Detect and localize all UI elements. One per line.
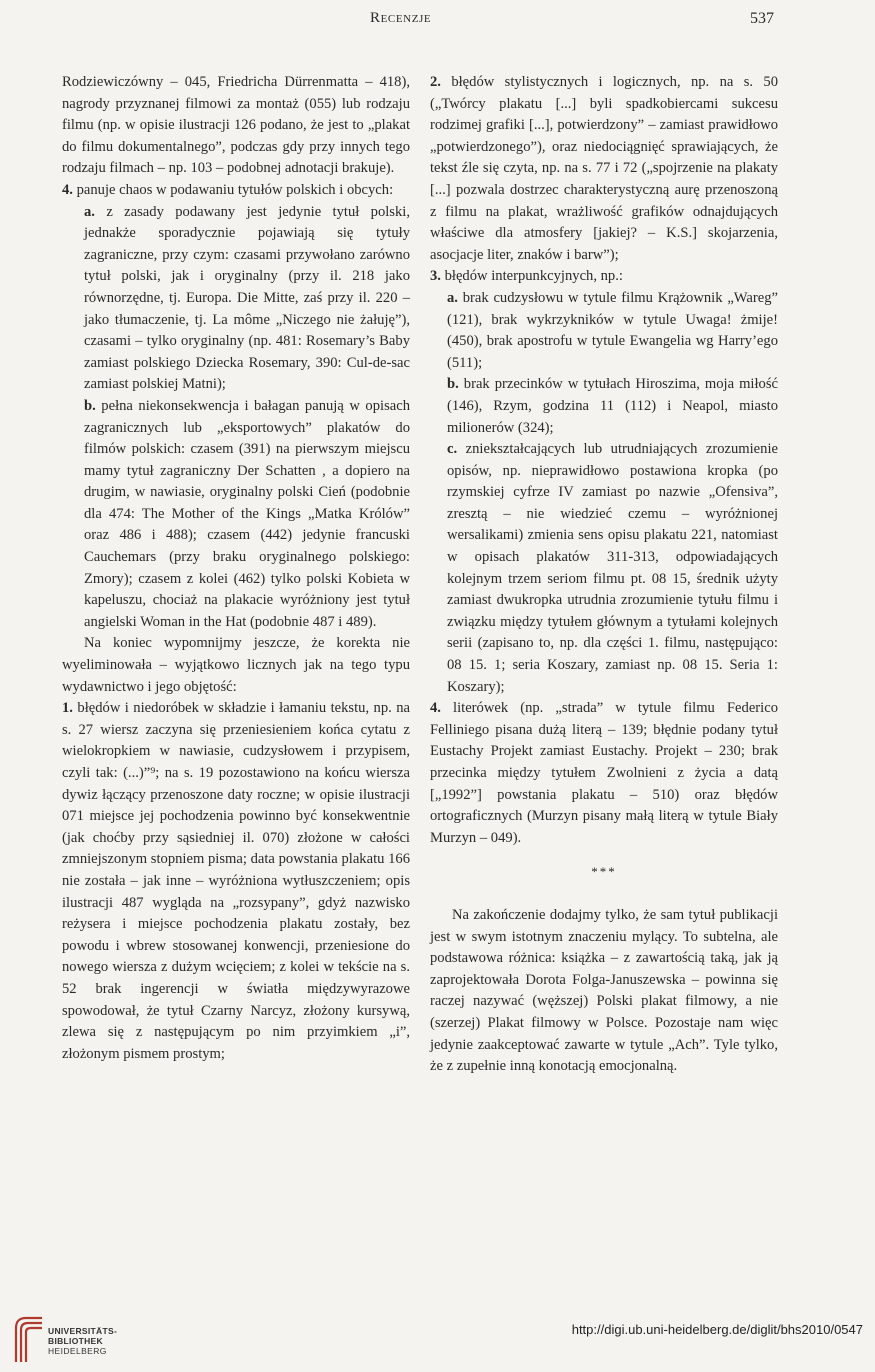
list-item-3: 3. błędów interpunkcyjnych, np.: xyxy=(430,268,623,285)
list-item-3b: b. brak przecinków w tytułach Hiroszima, moja miłość (146), Rzym, godzina 11 (112) i Neapol, miasto milionerów (324); xyxy=(447,376,778,436)
closing-paragraph: Na zakończenie dodajmy tylko, że sam tytuł publikacji jest w swym istotnym znaczeniu mylący. To subtelna, ale podstawowa różnica: książka – z zawartością taką, jak ją zaprojektowała Dorota Folga-Januszewska – powinna się raczej nazywać (węższej) Polski plakat filmowy, a nie (szerzej) Plakat filmowy w Polsce. Pozostaje nam więc jedynie zaakceptować zawarte w tytule „Ach”. Tyle tylko, że z zupełnie inną konotacją emocjonalną. xyxy=(430,906,778,1075)
running-header xyxy=(0,8,875,36)
library-name: UNIVERSITÄTS- BIBLIOTHEK HEIDELBERG xyxy=(48,1326,118,1356)
section-separator: *** xyxy=(591,864,617,880)
list-item-2: 2. błędów stylistycznych i logicznych, np. na s. 50 („Twórcy plakatu [...] byli spadkobiercami sukcesu rodzimej grafiki [...], potwierdzony” – zamiast prawidłowo „potwierdzonego”), oraz niedociągnięć sprawiających, że tekst źle się czyta, np. na s. 77 i 72 („spojrzenie na plakaty [...] pozwala dostrzec charakterystyczną aurę przenoszoną z filmu na plakat, wrażliwość grafików odnajdujących właściwe dla atmosfery [jakiej? – K.S.] skojarzenia, asocjacje liter, znaków i barw”); xyxy=(430,74,778,263)
list-item-4a: a. z zasady podawany jest jedynie tytuł polski, jednakże sporadycznie pojawiają się tytuły zagraniczne, przy czym: czasami przywołano zarówno tytuł polski, jak i oryginalny (przy il. 218 jako równorzędne, tj. Europa. Die Mitte, zaś przy il. 220 – jako tłumaczenie, tj. La môme „Niczego nie żałuję”), czasami – tylko oryginalny (np. 481: Rosemary’s Baby zamiast polskiego Dziecka Rosemary, 390: Cul-de-sac zamiast polskiej Matni); xyxy=(84,203,410,393)
list-item-1: 1. błędów i niedoróbek w składzie i łamaniu tekstu, np. na s. 27 wiersz zaczyna się przeniesieniem końca cytatu z wielokropkiem w nawiasie, cudzysłowem i przypisem, czyli tak: (...)”⁹; na s. 19 pozostawiono na końcu wiersza dywiz łączący przenoszone daty roczne; w opisie ilustracji 071 miejsce jej pochodzenia powinno być konsekwentnie (jak choćby przy sąsiedniej il. 070) złożone w całości zmniejszonym stopniem pisma; data powstania plakatu 166 nie została – jak inne – wyróżniona wytłuszczeniem; opis ilustracji 487 wygląda na „rozsypany”, gdyż nazwisko reżysera i miejsce pochodzenia plakatu zostały, bez powodu i wbrew stosowanej konwencji, przeniesione do nowego wiersza z dużym wcięciem; z kolei w tekście na s. 52 brak ingerencji w światła międzywyrazowe spowodował, że tytuł Czarny Narcyz, złożony kursywą, zlewa się z następującym po nim przyimkiem „i”, złożonym pismem prostym; xyxy=(62,700,410,1062)
list-item-3a: a. brak cudzysłowu w tytule filmu Krążownik „Wareg” (121), brak wykrzykników w tytule Uwaga! żmije! (450), brak apostrofu w tytule Ewangelia wg Harry’ego (511); xyxy=(447,289,778,371)
list-item-4b: b. pełna niekonsekwencja i bałagan panują w opisach zagranicznych lub „eksportowych” plakatów do filmów polskich: czasem (391) na pierwszym miejscu mamy tytuł zagraniczny Der Schatten , a dopiero na drugim, w nawiasie, oryginalny polski Cień (podobnie dla 474: The Mother of the Kings „Matka Królów” oraz 486 i 488); czasem (442) jedynie francuski Cauchemars (przy braku oryginalnego polskiego: Zmory); czasem z kolei (462) tylko polski Kobieta w kapeluszu, chociaż na plakacie wyróżniony jest tytuł angielski Woman in the Hat (podobnie 487 i 489). xyxy=(84,397,410,630)
left-column xyxy=(62,72,410,1065)
library-logo-icon xyxy=(12,1312,52,1364)
paragraph-conclusion-intro: Na koniec wypomnijmy jeszcze, że korekta nie wyeliminowała – wyjątkowo licznych jak na tego typu wydawnictwo i jego objętość: xyxy=(62,635,410,695)
section-title: Recenzje xyxy=(370,10,432,26)
list-item-3c: c. zniekształcających lub utrudniających zrozumienie opisów, np. nieprawidłowo postawiona kropka (po rzymskiej cyfrze IV zamiast po nazwie „Ofensiva”, zresztą – nie wiedzieć czemu – wyróżnionej wersalikami) zmienia sens opisu plakatu 221, natomiast w opisach plakatów 311-313, odpowiadających kolejnym trzem seriom filmu pt. 08 15, średnik użyty zamiast dwukropka utrudnia zrozumienie tytułu filmu i związku między tytułem głównym a tytułami kolejnych serii (zapisano to, np. dla części 1. filmu, następująco: 08 15. 1; seria Koszary, zamiast np. 08 15. Seria 1: Koszary); xyxy=(447,441,778,695)
list-item-4: 4. panuje chaos w podawaniu tytułów polskich i obcych: xyxy=(62,181,394,198)
list-item-4-right: 4. literówek (np. „strada” w tytule filmu Federico Felliniego pisana dużą literą – 139; błędnie podany tytuł Eustachy Projekt zamiast Eustachy. Projekt – 230; brak przecinka między tytułem Zwolnieni z życia a datą [„1992”] powstania plakatu – 510) oraz błędów ortograficznych (Murzyn pisany małą literą w tytule Biały Murzyn – 049). xyxy=(430,700,778,846)
source-url[interactable]: http://digi.ub.uni-heidelberg.de/diglit/bhs2010/0547 xyxy=(571,1322,863,1337)
digitization-footer xyxy=(0,1310,875,1370)
paragraph-continued: Rodziewiczówny – 045, Friedricha Dürrenmatta – 418), nagrody przyznanej filmowi za montaż (055) lub rodzaju filmu (np. w opisie ilustracji 126 podano, że jest to „plakat do filmu dokumentalnego”, podczas gdy przy innych tego rodzaju filmach – np. 103 – podobnej adnotacji brakuje). xyxy=(62,74,410,177)
page-number: 537 xyxy=(750,10,774,27)
right-column xyxy=(430,72,778,1078)
